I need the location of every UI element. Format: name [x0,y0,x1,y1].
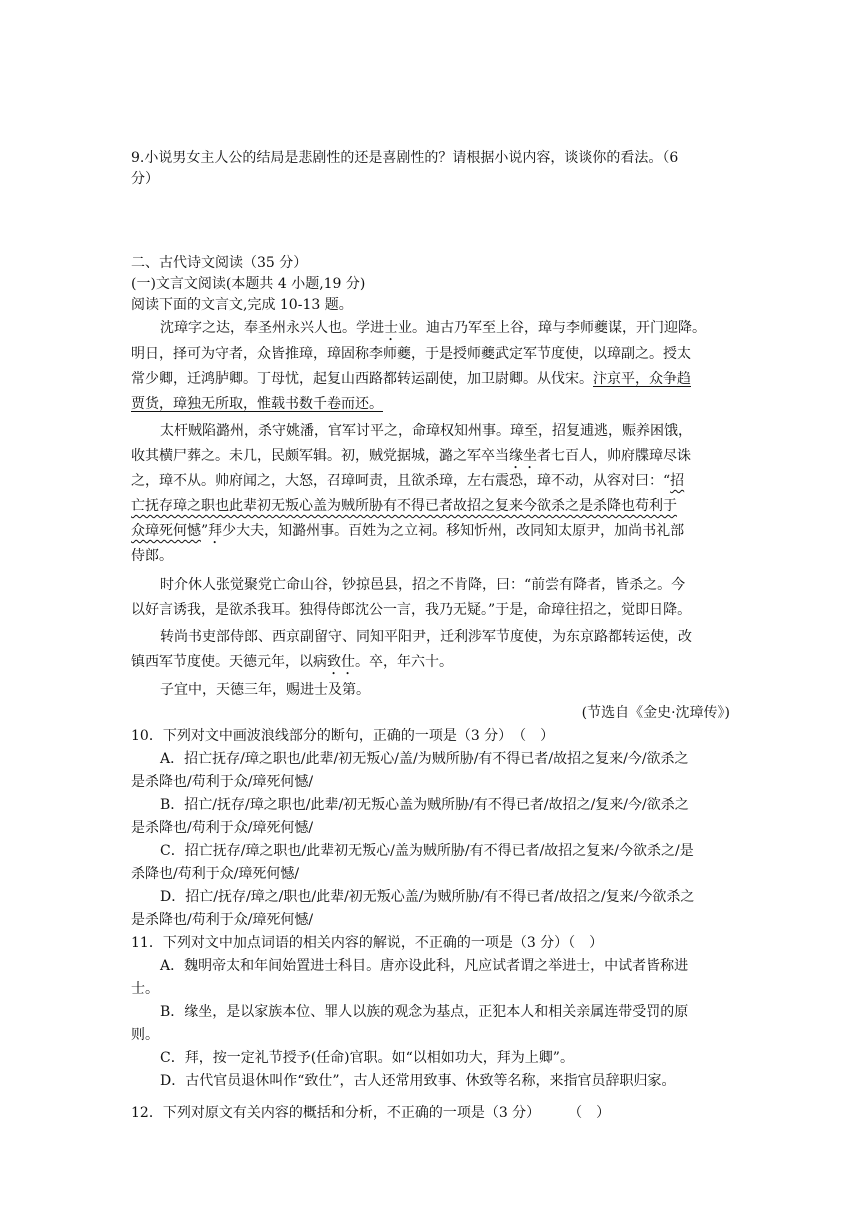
passage-p3-line-2: 以好言诱我，是欲杀我耳。独得侍郎沈公一言，我乃无疑。”于是，命璋往招之，觉即日降。 [131,602,692,618]
wavy-underlined-text-cont: 亡抚存璋之职也此辈初无叛心盖为贼所胁有不得已者故招之复来今欲杀之是杀降也苟利于 [131,498,677,514]
passage-p2-line-2: 收其横尸葬之。未几，民颇军辑。初，贼党据城，潞之军卒当缘坐者七百人，帅府牒璋尽诛 [131,448,691,464]
question-10-option-d: D．招亡/抚存/璋之/职也/此辈/初无叛心盖/为贼所胁/有不得已者/故招之/复来/今欲杀之 [160,889,695,905]
question-10-option-d-cont: 是杀降也/苟利于众/璋死何憾/ [131,912,314,928]
passage-p2-line-6: 侍郎。 [131,548,173,564]
passage-p2-line-3: 之，璋不从。帅府闻之，大怒，召璋呵责，且欲杀璋，左右震恐，璋不动，从容对曰：“招 [131,473,685,489]
question-10-option-a: A．招亡抚存/璋之职也/此辈/初无叛心/盖/为贼所胁/有不得已者/故招之复来/今/欲杀之 [160,751,689,767]
question-12-stem: 12．下列对原文有关内容的概括和分析，不正确的一项是（3 分） （ ） [131,1105,611,1121]
dotted-term-zhishi: 致仕 [327,654,355,670]
passage-p5: 子宜中，天德三年，赐进士及第。 [160,682,370,698]
passage-p2-line-1: 太杆贼陷潞州，杀守姚潘，官军讨平之，命璋权知州事。璋至，招复逋逃，赈养困饿， [160,423,692,439]
passage-p2-line-4 [131,496,733,516]
passage-p1-line-4 [131,394,731,414]
passage-p4-line-2: 镇西军节度使。天德元年，以病致仕。卒，年六十。 [131,654,453,670]
passage-p1-line-3: 常少卿，迁鸿胪卿。丁母忧，起复山西路都转运副使，加卫尉卿。从伐宋。汴京平，众争趋 [131,371,691,387]
instruction: 阅读下面的文言文,完成 10-13 题。 [131,297,353,313]
question-11-option-b: B．缘坐，是以家族本位、罪人以族的观念为基点，正犯本人和相关亲属连带受罚的原 [160,1004,689,1020]
dotted-term-yuanzuo: 缘坐 [509,448,537,464]
question-11-stem: 11．下列对文中加点词语的相关内容的解说，不正确的一项是（3 分）（ ） [131,935,604,951]
passage-p4-line-1: 转尚书吏部侍郎、西京副留守、同知平阳尹，迁利涉军节度使，为东京路都转运使，改 [160,629,692,645]
subsection-title: (一)文言文阅读(本题共 4 小题,19 分) [131,276,366,292]
question-11-option-b-cont: 则。 [131,1027,159,1043]
passage-p1-line-1: 沈璋字之达，奉圣州永兴人也。学进士业。迪古乃军至上谷，璋与李师夔谋，开门迎降。 [160,320,706,336]
question-9-line-2: 分） [131,171,159,187]
wavy-underlined-text-end: 众璋死何憾 [131,523,201,539]
question-10-option-b-cont: 是杀降也/苟利于众/璋死何憾/ [131,820,314,836]
wavy-underlined-text: 招 [670,473,685,489]
question-11-option-a-cont: 士。 [131,981,159,997]
question-11-option-c: C．拜，按一定礼节授予(任命)官职。如“以相如功大，拜为上卿”。 [160,1050,574,1066]
question-10-option-b: B．招亡/抚存/璋之职也/此辈/初无叛心盖为贼所胁/有不得已者/故招之/复来/今/欲杀之 [160,797,689,813]
question-10-stem: 10．下列对文中画波浪线部分的断句，正确的一项是（3 分） （ ） [131,728,555,744]
question-10-option-c: C．招亡抚存/璋之职也/此辈初无叛心/盖为贼所胁/有不得已者/故招之复来/今欲杀之/是 [160,843,694,859]
question-9-line-1: 9.小说男女主人公的结局是悲剧性的还是喜剧性的？请根据小说内容，谈谈你的看法。（6 [131,150,679,166]
underlined-sentence: 汴京平，众争趋 [593,371,691,387]
passage-p3-line-1: 时介休人张觉聚党亡命山谷，钞掠邑县，招之不肯降，曰：“前尝有降者，皆杀之。今 [160,577,686,593]
passage-source: (节选自《金史·沈璋传》) [581,705,730,721]
question-11-option-d: D．古代官员退休叫作“致仕”，古人还常用致事、休致等名称，来指官员辞职归家。 [160,1073,676,1089]
dotted-term-shi: 士 [384,320,398,336]
passage-p2-line-5: 众璋死何憾”拜少大夫，知潞州事。百姓为之立祠。移知忻州，改同知太原尹，加尚书礼部 [131,523,685,539]
question-10-option-a-cont: 是杀降也/苟利于众/璋死何憾/ [131,774,314,790]
question-11-option-a: A．魏明帝太和年间始置进士科目。唐亦设此科，凡应试者谓之举进士，中试者皆称进 [160,958,689,974]
passage-p1-line-2: 明日，择可为守者，众皆推璋，璋固称李师夔，于是授师夔武定军节度使，以璋副之。授太 [131,346,691,362]
question-10-option-c-cont: 杀降也/苟利于众/璋死何憾/ [131,866,300,882]
dotted-term-bai: 拜 [208,523,223,539]
underlined-sentence-cont: 贾货，璋独无所取，惟载书数千卷而还。 [131,396,383,412]
section-title: 二、古代诗文阅读（35 分） [131,255,308,271]
